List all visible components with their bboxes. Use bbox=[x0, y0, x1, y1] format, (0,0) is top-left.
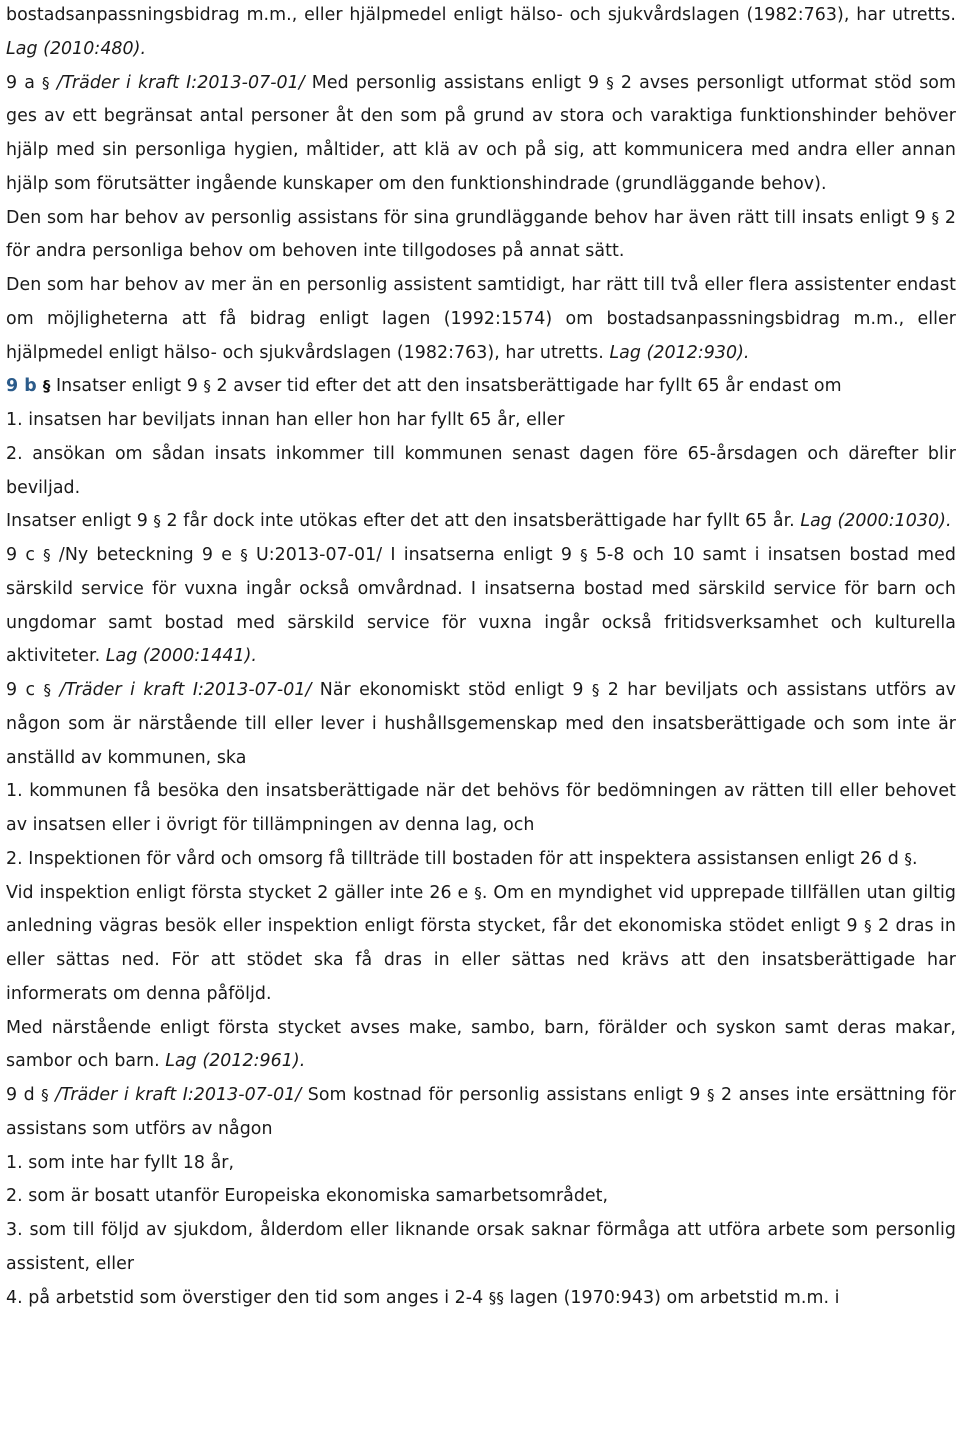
text-segment: 9 c bbox=[6, 545, 44, 565]
amendment-note: /Träder i kraft I:2013-07-01/ bbox=[55, 1085, 302, 1105]
text-segment: Som kostnad för personlig assistans enligt 9 bbox=[301, 1085, 707, 1105]
text-segment: 1. insatsen har beviljats innan han eller hon har fyllt 65 år, eller bbox=[6, 410, 565, 430]
paragraph bbox=[6, 1282, 956, 1316]
paragraph bbox=[6, 269, 956, 370]
text-segment: 4. på arbetstid som överstiger den tid som anges i 2-4 bbox=[6, 1287, 489, 1308]
text-segment: 2 har beviljats och assistans utförs av någon som är närstående till eller lever i hushållsgemenskap med den insatsberättigade och som inte är anställd av kommunen, ska bbox=[6, 680, 956, 768]
paragraph bbox=[6, 1079, 956, 1147]
section-sign: § bbox=[591, 681, 600, 699]
text-segment: 2 anses inte ersättning för assistans som utförs av någon bbox=[6, 1085, 956, 1139]
section-sign: § bbox=[42, 377, 51, 396]
paragraph bbox=[6, 67, 956, 202]
paragraph bbox=[6, 505, 956, 539]
text-segment: 2. som är bosatt utanför Europeiska ekonomiska samarbetsområdet, bbox=[6, 1186, 609, 1207]
text-segment: Den som har behov av personlig assistans för sina grundläggande behov har även rätt till insats enligt 9 bbox=[6, 207, 932, 228]
text-segment bbox=[51, 680, 59, 700]
text-segment: Insatser enligt 9 bbox=[50, 376, 204, 397]
paragraph bbox=[6, 370, 956, 404]
text-segment: Med personlig assistans enligt 9 bbox=[304, 72, 607, 93]
text-segment: 2 dras in eller sättas ned. För att stödet ska få dras in eller sättas ned krävs att den insatsberättigade har informerats om denna påföljd. bbox=[6, 916, 956, 1004]
text-segment: U:2013-07-01/ I insatserna enligt 9 bbox=[247, 545, 581, 565]
amendment-note: /Träder i kraft I:2013-07-01/ bbox=[59, 680, 312, 700]
paragraph bbox=[6, 1012, 956, 1080]
text-segment: bostadsanpassningsbidrag m.m., eller hjälpmedel enligt hälso- och sjukvårdslagen (1982:763), har utretts. bbox=[6, 5, 956, 25]
paragraph bbox=[6, 438, 956, 506]
text-segment: 2 avser tid efter det att den insatsberättigade har fyllt 65 år endast om bbox=[210, 376, 842, 397]
text-segment: 2 får dock inte utökas efter det att den insatsberättigade har fyllt 65 år. bbox=[160, 511, 801, 532]
section-sign: § bbox=[580, 546, 588, 564]
text-segment: 9 a bbox=[6, 72, 43, 93]
section-sign: § bbox=[153, 512, 161, 531]
text-segment: lagen (1970:943) om arbetstid m.m. i bbox=[503, 1287, 840, 1308]
section-sign: § bbox=[474, 883, 482, 902]
law-reference: Lag (2000:1030). bbox=[800, 511, 952, 532]
law-reference: Lag (2000:1441). bbox=[105, 646, 257, 667]
text-segment: Med närstående enligt första stycket avses make, sambo, barn, förälder och syskon samt deras makar, sambor och barn. bbox=[6, 1017, 956, 1072]
text-segment: 1. kommunen få besöka den insatsberättigade när det behövs för bedömningen av rätten till eller behovet av insatsen eller i övrigt för tillämpningen av denna lag, och bbox=[6, 781, 956, 835]
text-segment: Insatser enligt 9 bbox=[6, 511, 154, 532]
text-segment: 5-8 och 10 samt i insatsen bostad med särskild service för vuxna ingår också omvårdnad. I insatserna bostad med särskild service för barn och ungdomar samt bostad med särskild service för vuxna ingår också fritidsverksamhet och kulturella aktiviteter. bbox=[6, 545, 957, 667]
text-segment: 2. ansökan om sådan insats inkommer till kommunen senast dagen före 65-årsdagen och därefter blir beviljad. bbox=[6, 443, 956, 498]
section-sign: § bbox=[41, 1086, 49, 1104]
section-sign: § bbox=[496, 1288, 504, 1307]
paragraph bbox=[6, 1214, 956, 1282]
section-number-highlight: 9 b bbox=[6, 376, 43, 397]
section-sign: § bbox=[931, 208, 940, 227]
section-sign: § bbox=[864, 917, 872, 936]
text-segment: 9 d bbox=[6, 1085, 42, 1105]
section-sign: § bbox=[606, 73, 614, 92]
paragraph bbox=[6, 404, 956, 438]
paragraph bbox=[6, 539, 956, 674]
text-segment: 9 c bbox=[6, 680, 44, 700]
paragraph bbox=[6, 843, 956, 877]
text-segment: När ekonomiskt stöd enligt 9 bbox=[311, 680, 592, 700]
text-segment bbox=[50, 73, 57, 93]
section-sign: § bbox=[904, 849, 912, 868]
text-segment: Den som har behov av mer än en personlig assistent samtidigt, har rätt till två eller flera assistenter endast om möjligheterna att få bidrag enligt lagen (1992:1574) om bostadsanpassningsbidrag m.m., eller hjälpmedel enligt hälso- och sjukvårdslagen (1982:763), har utretts. bbox=[6, 275, 956, 363]
section-sign: § bbox=[706, 1086, 715, 1104]
section-sign: § bbox=[43, 681, 52, 699]
paragraph bbox=[6, 877, 956, 1012]
text-segment: . Om en myndighet vid upprepade tillfällen utan giltig anledning vägras besök eller inspektion enligt första stycket, får det ekonomiska stödet enligt 9 bbox=[6, 882, 956, 937]
paragraph bbox=[6, 775, 956, 843]
text-segment: 2 för andra personliga behov om behoven inte tillgodoses på annat sätt. bbox=[6, 207, 956, 262]
amendment-note: /Träder i kraft I:2013-07-01/ bbox=[56, 72, 305, 93]
text-segment: 2. Inspektionen för vård och omsorg få tillträde till bostaden för att inspektera assistansen enligt 26 d bbox=[6, 848, 905, 869]
text-segment: 1. som inte har fyllt 18 år, bbox=[6, 1152, 235, 1173]
paragraph bbox=[6, 0, 956, 67]
paragraph bbox=[6, 1147, 956, 1181]
text-segment: 3. som till följd av sjukdom, ålderdom eller liknande orsak saknar förmåga att utföra arbete som personlig assistent, eller bbox=[6, 1220, 956, 1274]
law-reference: Lag (2012:961). bbox=[165, 1051, 306, 1072]
law-reference: Lag (2010:480). bbox=[6, 38, 147, 59]
paragraph bbox=[6, 1180, 956, 1214]
section-sign: § bbox=[488, 1288, 497, 1307]
text-segment: 2 avses personligt utformat stöd som ges av ett begränsat antal personer åt den som på grund av stora och varaktiga funktionshinder behöver hjälp med sin personliga hygien, måltider, att klä av och på sig, att kommunicera med andra eller annan hjälp som förutsätter ingående kunskaper om den funktionshindrade (grundläggande behov). bbox=[6, 72, 956, 194]
text-segment: Vid inspektion enligt första stycket 2 gäller inte 26 e bbox=[6, 882, 475, 903]
section-sign: § bbox=[203, 377, 211, 396]
text-segment: . bbox=[911, 848, 918, 869]
section-sign: § bbox=[43, 546, 51, 564]
text-segment: /Ny beteckning 9 e bbox=[50, 545, 241, 565]
section-sign: § bbox=[240, 546, 248, 564]
section-sign: § bbox=[42, 73, 50, 92]
law-reference: Lag (2012:930). bbox=[609, 342, 750, 363]
paragraph bbox=[6, 674, 956, 775]
paragraph bbox=[6, 202, 956, 270]
